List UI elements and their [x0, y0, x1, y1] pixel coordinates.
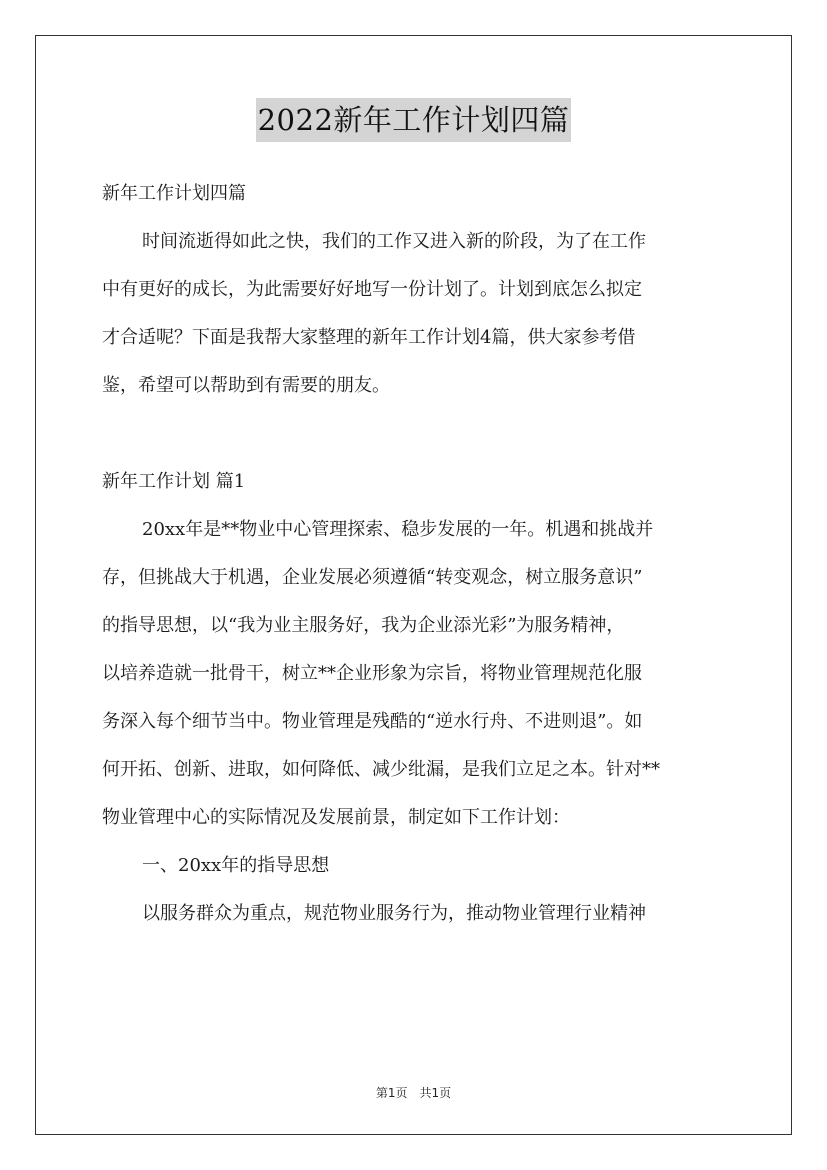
page-total: 共1页 — [419, 1086, 452, 1100]
section1-line: 以培养造就一批骨干，树立**企业形象为宗旨，将物业管理规范化服 — [102, 663, 642, 684]
intro-line: 才合适呢？下面是我帮大家整理的新年工作计划4篇，供大家参考借 — [102, 327, 636, 348]
intro-line: 鉴，希望可以帮助到有需要的朋友。 — [102, 375, 390, 396]
section1-line: 何开拓、创新、进取，如何降低、减少纰漏，是我们立足之本。针对** — [102, 759, 660, 780]
page-footer — [0, 1084, 827, 1101]
section1-line: 存，但挑战大于机遇，企业发展必须遵循“转变观念，树立服务意识” — [102, 567, 643, 588]
intro-heading: 新年工作计划四篇 — [102, 183, 246, 204]
intro-line: 时间流逝得如此之快，我们的工作又进入新的阶段，为了在工作 — [142, 231, 646, 252]
document-body — [102, 170, 728, 938]
section1-line: 务深入每个细节当中。物业管理是残酷的“逆水行舟、不进则退”。如 — [102, 711, 643, 732]
subsection-heading: 一、20xx年的指导思想 — [142, 855, 330, 876]
paragraph-gap — [102, 410, 728, 458]
subsection-line: 以服务群众为重点，规范物业服务行为，推动物业管理行业精神 — [142, 903, 646, 924]
section1-heading: 新年工作计划 篇1 — [102, 471, 246, 492]
intro-line: 中有更好的成长，为此需要好好地写一份计划了。计划到底怎么拟定 — [102, 279, 642, 300]
document-title: 2022新年工作计划四篇 — [256, 98, 572, 142]
title-wrap — [0, 98, 827, 142]
section1-line: 的指导思想，以“我为业主服务好，我为企业添光彩”为服务精神， — [102, 615, 625, 636]
section1-line: 20xx年是**物业中心管理探索、稳步发展的一年。机遇和挑战并 — [142, 519, 654, 540]
page-number: 第1页 — [375, 1086, 408, 1100]
section1-line: 物业管理中心的实际情况及发展前景，制定如下工作计划： — [102, 807, 570, 828]
